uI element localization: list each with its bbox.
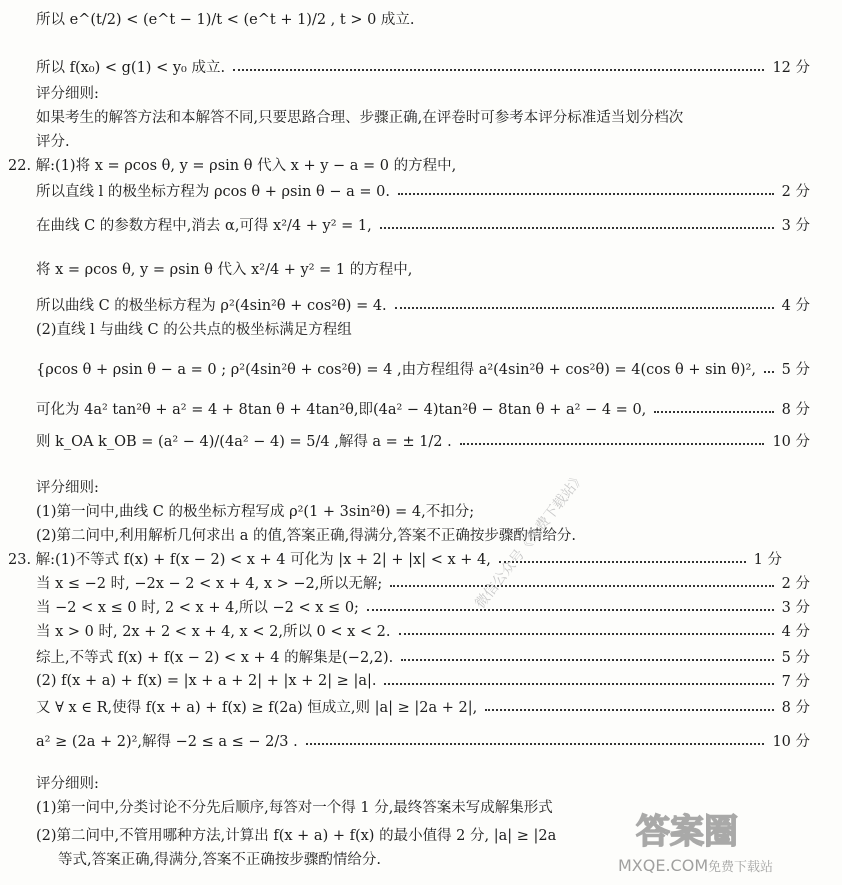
line-text: (2) f(x + a) + f(x) = |x + a + 2| + |x + 2| ≥ |a|. <box>36 672 377 689</box>
line-text: 所以曲线 C 的极坐标方程为 ρ²(4sin²θ + cos²θ) = 4. <box>36 298 387 314</box>
text-line <box>0 398 820 419</box>
text-line <box>0 106 820 127</box>
line-text: 综上,不等式 f(x) + f(x − 2) < x + 4 的解集是(−2,2). <box>36 650 394 666</box>
line-text: 评分. <box>36 134 70 150</box>
dot-leader <box>499 561 746 563</box>
text-line <box>0 646 820 667</box>
dot-leader <box>390 585 773 587</box>
line-text: 当 x > 0 时, 2x + 2 < x + 4, x < 2,所以 0 < x < 2. <box>36 624 391 640</box>
score-label: 3 分 <box>781 218 810 234</box>
text-line <box>0 596 820 617</box>
line-text: 将 x = ρcos θ, y = ρsin θ 代入 x²/4 + y² = 1 的方程中, <box>36 262 413 278</box>
text-line <box>0 258 820 279</box>
dot-leader <box>654 411 773 413</box>
text-line <box>0 548 792 569</box>
line-text: 所以 e^(t/2) < (e^t − 1)/t < (e^t + 1)/2 , t > 0 成立. <box>36 12 415 28</box>
text-line <box>0 430 820 451</box>
text-line <box>0 82 820 103</box>
dot-leader <box>306 743 765 745</box>
score-label: 2 分 <box>781 576 810 592</box>
text-line <box>0 772 820 793</box>
dot-leader <box>398 193 774 195</box>
text-line <box>0 476 820 497</box>
score-label: 7 分 <box>781 674 810 690</box>
text-line <box>0 56 820 77</box>
text-line <box>0 130 820 151</box>
line-text: 评分细则: <box>36 86 99 102</box>
text-line <box>0 8 820 29</box>
line-text: 当 −2 < x ≤ 0 时, 2 < x + 4,所以 −2 < x ≤ 0; <box>36 600 359 616</box>
text-line <box>0 620 820 641</box>
line-text: 评分细则: <box>36 480 99 496</box>
line-text: 如果考生的解答方法和本解答不同,只要思路合理、步骤正确,在评卷时可参考本评分标准适当划分档次 <box>36 110 684 126</box>
watermark: 微信公众号《免费下载站》 <box>472 469 589 612</box>
line-text: 则 k_OA k_OB = (a² − 4)/(4a² − 4) = 5/4 ,解得 a = ± 1/2 . <box>36 434 452 450</box>
score-label: 3 分 <box>781 600 810 616</box>
dot-leader <box>460 443 765 445</box>
line-text: 可化为 4a² tan²θ + a² = 4 + 8tan θ + 4tan²θ,即(4a² − 4)tan²θ − 8tan θ + a² − 4 = 0, <box>36 402 647 418</box>
dot-leader <box>485 709 773 711</box>
text-line <box>0 154 792 175</box>
line-text: 又 ∀ x ∈ R,使得 f(x + a) + f(x) ≥ f(2a) 恒成立,则 |a| ≥ |2a + 2|, <box>36 700 478 716</box>
text-line <box>0 572 820 593</box>
score-label: 4 分 <box>781 298 810 314</box>
logo-sub: MXQE.COM <box>618 856 709 875</box>
score-label: 8 分 <box>781 402 810 418</box>
line-text: 所以 f(x₀) < g(1) < y₀ 成立. <box>36 60 226 76</box>
text-line <box>0 500 820 521</box>
text-line <box>0 670 820 691</box>
text-line <box>0 180 820 201</box>
text-line <box>0 524 820 545</box>
text-line <box>0 294 820 315</box>
logo-site: 免费下载站 <box>708 860 774 875</box>
line-text: (2)第二问中,不管用哪种方法,计算出 f(x + a) + f(x) 的最小值得 2 分, |a| ≥ |2a <box>36 828 557 844</box>
text-line <box>0 696 820 717</box>
score-label: 8 分 <box>781 700 810 716</box>
line-text: a² ≥ (2a + 2)²,解得 −2 ≤ a ≤ − 2/3 . <box>36 734 298 750</box>
site-logo <box>588 801 778 879</box>
dot-leader <box>367 609 774 611</box>
score-label: 5 分 <box>781 362 810 378</box>
dot-leader <box>401 659 773 661</box>
line-text: (2)直线 l 与曲线 C 的公共点的极坐标满足方程组 <box>36 322 352 338</box>
dot-leader <box>384 683 773 685</box>
line-text: (2)第二问中,利用解析几何求出 a 的值,答案正确,得满分,答案不正确按步骤酌情给分. <box>36 528 576 544</box>
line-text: 等式,答案正确,得满分,答案不正确按步骤酌情给分. <box>58 852 381 868</box>
score-label: 12 分 <box>772 60 810 76</box>
line-text: (1)第一问中,曲线 C 的极坐标方程写成 ρ²(1 + 3sin²θ) = 4,不扣分; <box>36 504 475 520</box>
text-line <box>0 318 820 339</box>
dot-leader <box>380 227 774 229</box>
line-text: 所以直线 l 的极坐标方程为 ρcos θ + ρsin θ − a = 0. <box>36 184 390 200</box>
line-text: 评分细则: <box>36 776 99 792</box>
dot-leader <box>233 69 764 71</box>
line-text: {ρcos θ + ρsin θ − a = 0 ; ρ²(4sin²θ + cos²θ) = 4 ,由方程组得 a²(4sin²θ + cos²θ) = 4(cos θ + sin θ)², <box>36 362 756 378</box>
text-line <box>0 358 820 379</box>
score-label: 10 分 <box>772 434 810 450</box>
line-text: 在曲线 C 的参数方程中,消去 α,可得 x²/4 + y² = 1, <box>36 218 372 234</box>
dot-leader <box>399 633 774 635</box>
logo-text: 答案圈 <box>636 812 738 852</box>
text-line <box>0 730 820 751</box>
score-label: 4 分 <box>781 624 810 640</box>
score-label: 1 分 <box>753 552 782 568</box>
line-text: 22. 解:(1)将 x = ρcos θ, y = ρsin θ 代入 x + y − a = 0 的方程中, <box>8 158 457 174</box>
line-text: (1)第一问中,分类讨论不分先后顺序,每答对一个得 1 分,最终答案未写成解集形式 <box>36 800 553 816</box>
line-text: 当 x ≤ −2 时, −2x − 2 < x + 4, x > −2,所以无解; <box>36 576 383 592</box>
score-label: 5 分 <box>781 650 810 666</box>
dot-leader <box>395 307 774 309</box>
score-label: 2 分 <box>781 184 810 200</box>
text-line <box>0 214 820 235</box>
line-text: 23. 解:(1)不等式 f(x) + f(x − 2) < x + 4 可化为 |x + 2| + |x| < x + 4, <box>8 552 491 568</box>
dot-leader <box>764 371 774 373</box>
score-label: 10 分 <box>772 734 810 750</box>
